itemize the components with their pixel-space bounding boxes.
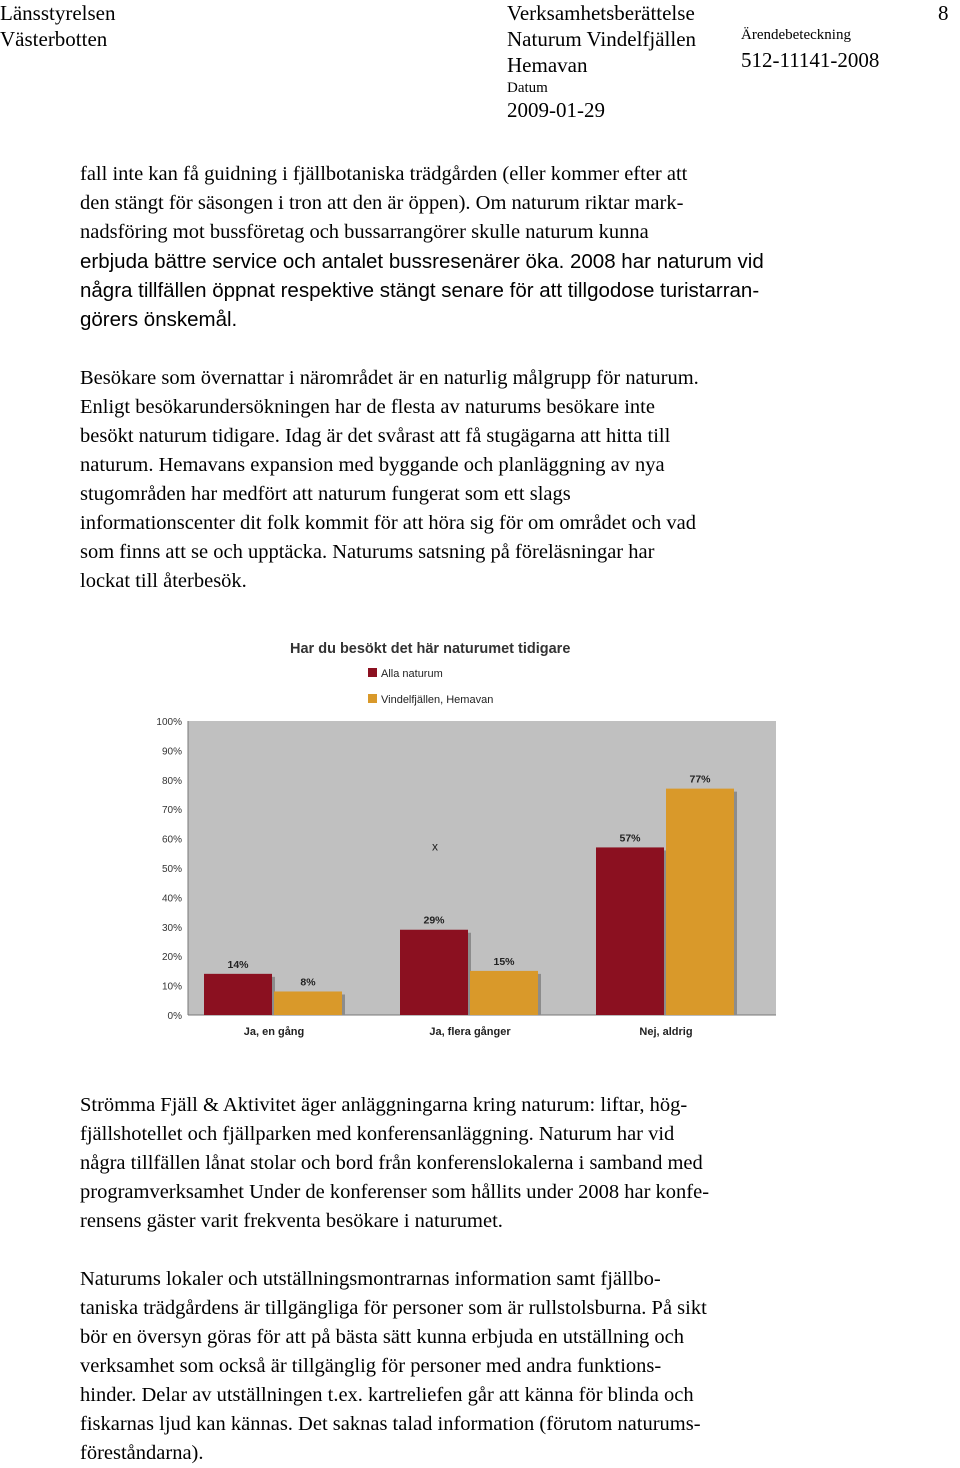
text-line: taniska trädgårdens är tillgängliga för personer som är rullstolsburna. På sikt bbox=[80, 1297, 707, 1319]
bar bbox=[470, 971, 538, 1015]
data-label: 14% bbox=[227, 958, 249, 971]
text-line: lockat till återbesök. bbox=[80, 570, 247, 592]
text-line: fall inte kan få guidning i fjällbotaniska trädgården (eller kommer efter att bbox=[80, 163, 688, 185]
y-tick-label: 90% bbox=[161, 746, 182, 758]
date-value: 2009-01-29 bbox=[507, 98, 605, 122]
y-tick-label: 50% bbox=[161, 864, 182, 875]
y-tick-label: 40% bbox=[161, 893, 182, 905]
bar bbox=[596, 847, 664, 1015]
y-tick-label: 10% bbox=[161, 981, 182, 993]
bar bbox=[274, 991, 342, 1015]
text-line: Besökare som övernattar i närområdet är en naturlig målgrupp för naturum. bbox=[80, 367, 699, 389]
document-subtitle: Hemavan bbox=[507, 53, 588, 77]
text-line: den stängt för säsongen i tron att den är öppen). Om naturum riktar mark- bbox=[80, 192, 684, 214]
x-tick-label: Ja, en gång bbox=[243, 1026, 305, 1038]
text-line: nadsföring mot bussföretag och bussarrangörer skulle naturum kunna bbox=[80, 221, 649, 243]
text-line: Naturums lokaler och utställningsmontrarnas information samt fjällbo- bbox=[80, 1268, 661, 1290]
paragraph-accessibility bbox=[80, 1265, 860, 1468]
text-line: informationscenter dit folk kommit för att höra sig för om området och vad bbox=[80, 512, 696, 534]
org-region: Västerbotten bbox=[0, 27, 108, 51]
text-line: besökt naturum tidigare. Idag är det svårast att få stugägarna att hitta till bbox=[80, 425, 671, 447]
y-tick-label: 100% bbox=[156, 717, 182, 728]
date-label: Datum bbox=[507, 80, 548, 96]
data-label: 8% bbox=[300, 976, 316, 989]
data-label: 57% bbox=[619, 832, 641, 845]
paragraph-stromma bbox=[80, 1091, 860, 1236]
chart-annotation: x bbox=[432, 839, 438, 854]
paragraph-visitors bbox=[80, 364, 860, 596]
text-line: erbjuda bättre service och antalet bussresenärer öka. 2008 har naturum vid bbox=[80, 250, 764, 273]
text-line: några tillfällen öppnat respektive stängt senare för att tillgodose turistarran- bbox=[80, 279, 760, 302]
data-label: 29% bbox=[423, 914, 445, 927]
text-line: Enligt besökarundersökningen har de flesta av naturums besökare inte bbox=[80, 396, 655, 418]
x-tick-label: Ja, flera gånger bbox=[429, 1026, 511, 1038]
y-tick-label: 70% bbox=[161, 805, 182, 817]
legend-label: Alla naturum bbox=[381, 668, 443, 680]
page-number: 8 bbox=[938, 1, 949, 25]
document-title: Naturum Vindelfjällen bbox=[507, 27, 697, 51]
legend-swatch bbox=[368, 694, 377, 703]
text-line: fjällshotellet och fjällparken med konferensanläggning. Naturum har vid bbox=[80, 1123, 675, 1145]
y-tick-label: 20% bbox=[161, 952, 182, 964]
y-tick-label: 80% bbox=[161, 775, 182, 787]
data-label: 77% bbox=[689, 773, 711, 786]
document-type: Verksamhetsberättelse bbox=[507, 1, 695, 25]
x-tick-label: Nej, aldrig bbox=[639, 1026, 693, 1038]
bar bbox=[400, 930, 468, 1015]
text-line: naturum. Hemavans expansion med byggande och planläggning av nya bbox=[80, 454, 665, 476]
text-line: bör en översyn göras för att på bästa sätt kunna erbjuda en utställning och bbox=[80, 1326, 685, 1348]
text-line: som finns att se och upptäcka. Naturums satsning på föreläsningar har bbox=[80, 541, 655, 563]
bar-chart bbox=[138, 628, 788, 1048]
bar bbox=[204, 974, 272, 1015]
case-number: 512-11141-2008 bbox=[741, 48, 880, 72]
case-number-label: Ärendebeteckning bbox=[741, 27, 851, 43]
y-tick-label: 30% bbox=[161, 922, 182, 934]
text-line: stugområden har medfört att naturum fungerat som ett slags bbox=[80, 483, 571, 505]
chart-title: Har du besökt det här naturumet tidigare bbox=[290, 641, 571, 657]
legend-swatch bbox=[368, 668, 377, 677]
y-tick-label: 0% bbox=[167, 1011, 182, 1022]
text-line: verksamhet som också är tillgänglig för personer med andra funktions- bbox=[80, 1355, 662, 1377]
paragraph-guiding bbox=[80, 160, 860, 334]
text-line: några tillfällen lånat stolar och bord från konferenslokalerna i samband med bbox=[80, 1152, 703, 1174]
text-line: Strömma Fjäll & Aktivitet äger anläggningarna kring naturum: liftar, hög- bbox=[80, 1094, 688, 1116]
org-name: Länsstyrelsen bbox=[0, 1, 116, 25]
legend-label: Vindelfjällen, Hemavan bbox=[381, 694, 494, 706]
text-line: hinder. Delar av utställningen t.ex. kartreliefen går att känna för blinda och bbox=[80, 1384, 694, 1406]
y-tick-label: 60% bbox=[161, 834, 182, 846]
text-line: programverksamhet Under de konferenser som hållits under 2008 har konfe- bbox=[80, 1181, 710, 1203]
data-label: 15% bbox=[493, 955, 515, 968]
text-line: rensens gäster varit frekventa besökare i naturumet. bbox=[80, 1210, 503, 1232]
text-line: fiskarnas ljud kan kännas. Det saknas talad information (förutom naturums- bbox=[80, 1413, 701, 1435]
text-line: görers önskemål. bbox=[80, 308, 238, 331]
bar bbox=[666, 789, 734, 1015]
text-line: föreståndarna). bbox=[80, 1442, 204, 1464]
